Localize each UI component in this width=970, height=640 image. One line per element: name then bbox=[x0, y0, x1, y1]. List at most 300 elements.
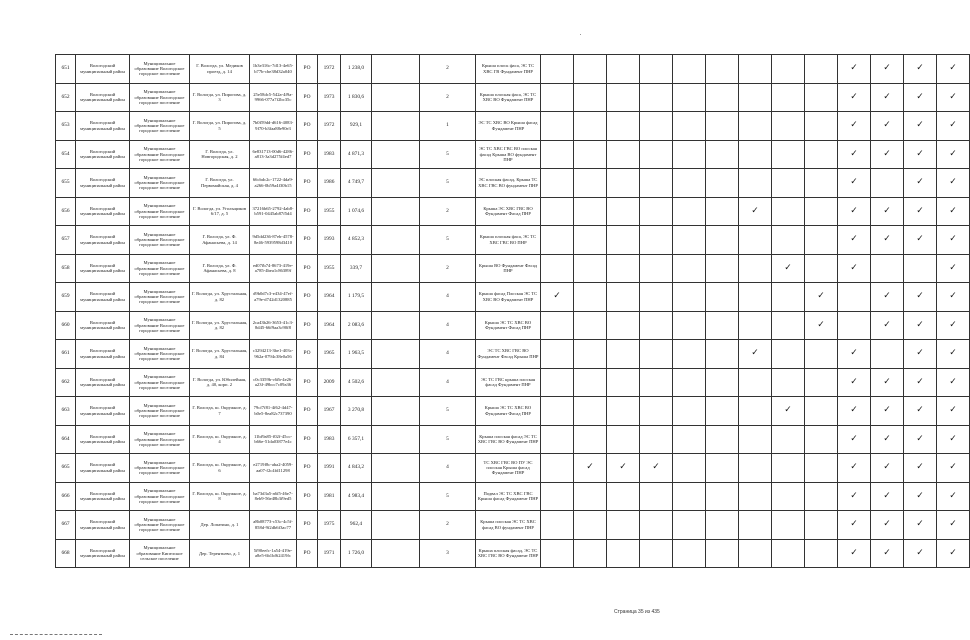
work-type-cell bbox=[772, 311, 805, 340]
cell-t: РО bbox=[297, 340, 318, 369]
work-type-cell bbox=[673, 140, 706, 169]
work-type-cell bbox=[871, 454, 904, 483]
work-type-cell bbox=[541, 112, 574, 141]
work-type-cell bbox=[673, 254, 706, 283]
work-type-cell bbox=[607, 482, 640, 511]
check-mark-icon: ✓ bbox=[916, 490, 924, 501]
work-type-cell bbox=[673, 55, 706, 84]
cell-area: 1 179,5 bbox=[341, 283, 372, 312]
work-type-cell bbox=[574, 169, 607, 198]
work-type-cell bbox=[904, 226, 937, 255]
cell-services: Крыша ЭС ХВС ГВС ВО Фундамент Фасад ПНР bbox=[476, 197, 541, 226]
work-type-cell bbox=[772, 482, 805, 511]
work-type-cell bbox=[805, 169, 838, 198]
empty-cell bbox=[372, 482, 420, 511]
work-type-cell bbox=[739, 311, 772, 340]
empty-cell bbox=[372, 539, 420, 568]
empty-cell bbox=[372, 368, 420, 397]
work-type-cell bbox=[706, 169, 739, 198]
work-type-cell bbox=[838, 539, 871, 568]
work-type-cell bbox=[574, 340, 607, 369]
work-type-cell bbox=[871, 112, 904, 141]
check-mark-icon: ✓ bbox=[883, 490, 891, 501]
work-type-cell bbox=[772, 397, 805, 426]
check-mark-icon: ✓ bbox=[883, 91, 891, 102]
cell-year: 1993 bbox=[318, 226, 341, 255]
work-type-cell bbox=[574, 425, 607, 454]
work-type-cell bbox=[673, 83, 706, 112]
work-type-cell bbox=[937, 112, 970, 141]
cell-guid: 5f90eefc-1a54-419e-a8e5-6b1bf62419fc bbox=[250, 539, 297, 568]
empty-cell bbox=[372, 55, 420, 84]
cell-guid: c3294213-3be1-403c-962a-0794c38e0a56 bbox=[250, 340, 297, 369]
cell-year: 1983 bbox=[318, 140, 341, 169]
check-mark-icon: ✓ bbox=[817, 291, 825, 302]
table-row bbox=[56, 539, 970, 568]
cell-k: 5 bbox=[420, 169, 476, 198]
table-row bbox=[56, 454, 970, 483]
cell-t: РО bbox=[297, 397, 318, 426]
cell-t: РО bbox=[297, 254, 318, 283]
work-type-cell bbox=[640, 311, 673, 340]
table-row bbox=[56, 511, 970, 540]
cell-year: 1991 bbox=[318, 454, 341, 483]
work-type-cell bbox=[607, 454, 640, 483]
check-mark-icon: ✓ bbox=[850, 234, 858, 245]
work-type-cell bbox=[706, 226, 739, 255]
check-mark-icon: ✓ bbox=[949, 490, 957, 501]
cell-mo: Муниципальное образование Вологодское городское поселение bbox=[130, 112, 190, 141]
cell-year: 1955 bbox=[318, 197, 341, 226]
work-type-cell bbox=[541, 340, 574, 369]
cell-mo: Муниципальное образование Вологодское городское поселение bbox=[130, 311, 190, 340]
cell-district: Вологодский муниципальный район bbox=[76, 140, 130, 169]
cell-k: 4 bbox=[420, 454, 476, 483]
cell-t: РО bbox=[297, 197, 318, 226]
work-type-cell bbox=[640, 283, 673, 312]
work-type-cell bbox=[937, 311, 970, 340]
work-type-cell bbox=[838, 226, 871, 255]
work-type-cell bbox=[937, 482, 970, 511]
check-mark-icon: ✓ bbox=[916, 205, 924, 216]
work-type-cell bbox=[937, 83, 970, 112]
work-type-cell bbox=[574, 55, 607, 84]
work-type-cell bbox=[706, 454, 739, 483]
cell-k: 5 bbox=[420, 425, 476, 454]
cell-guid: e2719f8c-aba2-4059-aa07-f2c4fd11298 bbox=[250, 454, 297, 483]
cell-address: Г. Вологда, ул. Ф. Афанасьева, д. 14 bbox=[190, 226, 250, 255]
work-type-cell bbox=[607, 254, 640, 283]
check-mark-icon: ✓ bbox=[949, 319, 957, 330]
cell-address: Г. Вологда, ш. Окружное, д. 4 bbox=[190, 425, 250, 454]
check-mark-icon: ✓ bbox=[883, 433, 891, 444]
work-type-cell bbox=[673, 482, 706, 511]
cell-services: Крыша плоская фасад ЭС ТС ХВС ГВС ВО Фундамент ПНР bbox=[476, 425, 541, 454]
empty-cell bbox=[372, 140, 420, 169]
work-type-cell bbox=[574, 368, 607, 397]
cell-mo: Муниципальное образование Вологодское городское поселение bbox=[130, 368, 190, 397]
check-mark-icon: ✓ bbox=[949, 63, 957, 74]
table-row bbox=[56, 112, 970, 141]
work-type-cell bbox=[541, 425, 574, 454]
work-type-cell bbox=[838, 112, 871, 141]
work-type-cell bbox=[904, 197, 937, 226]
cell-t: РО bbox=[297, 454, 318, 483]
cell-k: 2 bbox=[420, 83, 476, 112]
check-mark-icon: ✓ bbox=[850, 177, 858, 188]
empty-cell bbox=[372, 311, 420, 340]
cell-district: Вологодский муниципальный район bbox=[76, 368, 130, 397]
work-type-cell bbox=[673, 511, 706, 540]
cell-guid: 37216b65-2792-4ab8-b591-0445ab87f5d4 bbox=[250, 197, 297, 226]
work-type-cell bbox=[838, 55, 871, 84]
empty-cell bbox=[372, 397, 420, 426]
cell-services: ЭС ТС ХВС ГВС ВО Фундамент Фасад Крыша ПНР bbox=[476, 340, 541, 369]
cell-n: 667 bbox=[56, 511, 76, 540]
work-type-cell bbox=[904, 112, 937, 141]
work-type-cell bbox=[640, 254, 673, 283]
work-type-cell bbox=[640, 55, 673, 84]
cell-district: Вологодский муниципальный район bbox=[76, 83, 130, 112]
check-mark-icon: ✓ bbox=[916, 547, 924, 558]
cell-district: Вологодский муниципальный район bbox=[76, 112, 130, 141]
cell-area: 6 357,1 bbox=[341, 425, 372, 454]
work-type-cell bbox=[805, 340, 838, 369]
check-mark-icon: ✓ bbox=[652, 462, 660, 473]
work-type-cell bbox=[541, 311, 574, 340]
table-row bbox=[56, 368, 970, 397]
cell-t: РО bbox=[297, 226, 318, 255]
work-type-cell bbox=[607, 340, 640, 369]
cell-year: 1973 bbox=[318, 83, 341, 112]
cell-k: 2 bbox=[420, 511, 476, 540]
work-type-cell bbox=[574, 83, 607, 112]
cell-area: 339,7 bbox=[341, 254, 372, 283]
work-type-cell bbox=[772, 112, 805, 141]
cell-k: 5 bbox=[420, 226, 476, 255]
work-type-cell bbox=[706, 539, 739, 568]
cell-address: Г. Вологда, ул. Медиков проезд, д. 14 bbox=[190, 55, 250, 84]
work-type-cell bbox=[673, 311, 706, 340]
cell-address: Г. Вологда, ул. Новгородская, д. 2 bbox=[190, 140, 250, 169]
cell-address: Г. Вологда, ш. Окружное, д. 8 bbox=[190, 482, 250, 511]
cell-k: 4 bbox=[420, 368, 476, 397]
cell-k: 4 bbox=[420, 311, 476, 340]
work-type-cell bbox=[706, 311, 739, 340]
cell-t: РО bbox=[297, 169, 318, 198]
cell-mo: Муниципальное образование Кипелское сельское поселение bbox=[130, 539, 190, 568]
work-type-cell bbox=[574, 454, 607, 483]
cell-t: РО bbox=[297, 511, 318, 540]
cell-mo: Муниципальное образование Вологодское городское поселение bbox=[130, 511, 190, 540]
cell-area: 4 749,7 bbox=[341, 169, 372, 198]
work-type-cell bbox=[607, 112, 640, 141]
cell-district: Вологодский муниципальный район bbox=[76, 254, 130, 283]
cell-year: 1972 bbox=[318, 55, 341, 84]
cell-area: 1 830,6 bbox=[341, 83, 372, 112]
check-mark-icon: ✓ bbox=[883, 234, 891, 245]
check-mark-icon: ✓ bbox=[586, 462, 594, 473]
cell-area: 4 871,3 bbox=[341, 140, 372, 169]
work-type-cell bbox=[739, 140, 772, 169]
cell-mo: Муниципальное образование Вологодское городское поселение bbox=[130, 340, 190, 369]
check-mark-icon: ✓ bbox=[883, 120, 891, 131]
cell-district: Вологодский муниципальный район bbox=[76, 482, 130, 511]
work-type-cell bbox=[871, 397, 904, 426]
cell-t: РО bbox=[297, 140, 318, 169]
scan-speck bbox=[580, 34, 581, 35]
work-type-cell bbox=[904, 140, 937, 169]
check-mark-icon: ✓ bbox=[850, 91, 858, 102]
work-type-cell bbox=[904, 283, 937, 312]
table-row bbox=[56, 226, 970, 255]
work-type-cell bbox=[871, 197, 904, 226]
cell-mo: Муниципальное образование Вологодское городское поселение bbox=[130, 197, 190, 226]
work-type-cell bbox=[574, 482, 607, 511]
cell-district: Вологодский муниципальный район bbox=[76, 511, 130, 540]
work-type-cell bbox=[673, 169, 706, 198]
work-type-cell bbox=[640, 397, 673, 426]
cell-k: 2 bbox=[420, 254, 476, 283]
work-type-cell bbox=[574, 397, 607, 426]
work-type-cell bbox=[805, 140, 838, 169]
work-type-cell bbox=[706, 197, 739, 226]
work-type-cell bbox=[706, 254, 739, 283]
work-type-cell bbox=[871, 368, 904, 397]
check-mark-icon: ✓ bbox=[751, 205, 759, 216]
work-type-cell bbox=[772, 169, 805, 198]
check-mark-icon: ✓ bbox=[619, 462, 627, 473]
work-type-cell bbox=[904, 539, 937, 568]
work-type-cell bbox=[772, 511, 805, 540]
work-type-cell bbox=[640, 482, 673, 511]
check-mark-icon: ✓ bbox=[883, 547, 891, 558]
work-type-cell bbox=[673, 425, 706, 454]
work-type-cell bbox=[838, 140, 871, 169]
cell-address: Дер. Терентьево, д. 1 bbox=[190, 539, 250, 568]
work-type-cell bbox=[706, 112, 739, 141]
work-type-cell bbox=[739, 482, 772, 511]
cell-address: Г. Вологда, ул. Первомайская, д. 4 bbox=[190, 169, 250, 198]
cell-k: 5 bbox=[420, 482, 476, 511]
work-type-cell bbox=[607, 311, 640, 340]
check-mark-icon: ✓ bbox=[949, 519, 957, 530]
table-row bbox=[56, 425, 970, 454]
cell-t: РО bbox=[297, 368, 318, 397]
cell-t: РО bbox=[297, 55, 318, 84]
cell-address: Г. Вологда, ш. Окружное, д. 7 bbox=[190, 397, 250, 426]
cell-k: 4 bbox=[420, 283, 476, 312]
table-row bbox=[56, 55, 970, 84]
cell-n: 659 bbox=[56, 283, 76, 312]
cell-year: 1971 bbox=[318, 539, 341, 568]
cell-services: Крыша плоская фасад, ЭС ТС ХВС ГВС ВО Фундамент ПНР bbox=[476, 539, 541, 568]
cell-area: 1 963,5 bbox=[341, 340, 372, 369]
work-type-cell bbox=[937, 254, 970, 283]
work-type-cell bbox=[640, 368, 673, 397]
work-type-cell bbox=[805, 226, 838, 255]
cell-mo: Муниципальное образование Вологодское городское поселение bbox=[130, 283, 190, 312]
work-type-cell bbox=[541, 226, 574, 255]
cell-year: 1964 bbox=[318, 283, 341, 312]
cell-mo: Муниципальное образование Вологодское городское поселение bbox=[130, 140, 190, 169]
work-type-cell bbox=[937, 539, 970, 568]
check-mark-icon: ✓ bbox=[916, 120, 924, 131]
work-type-cell bbox=[574, 539, 607, 568]
cell-mo: Муниципальное образование Вологодское городское поселение bbox=[130, 454, 190, 483]
empty-cell bbox=[372, 454, 420, 483]
empty-cell bbox=[372, 254, 420, 283]
cell-guid: 66cbdc2c-1722-4da9-a266-0b59a4f30b15 bbox=[250, 169, 297, 198]
cell-district: Вологодский муниципальный район bbox=[76, 397, 130, 426]
check-mark-icon: ✓ bbox=[916, 433, 924, 444]
work-type-cell bbox=[706, 340, 739, 369]
work-type-cell bbox=[937, 511, 970, 540]
work-type-cell bbox=[772, 254, 805, 283]
cell-district: Вологодский муниципальный район bbox=[76, 226, 130, 255]
cell-n: 654 bbox=[56, 140, 76, 169]
cell-services: ЭС ТС ГВС крыша плоская фасад Фундамент ПНР bbox=[476, 368, 541, 397]
work-type-cell bbox=[739, 454, 772, 483]
work-type-cell bbox=[904, 169, 937, 198]
work-type-cell bbox=[772, 226, 805, 255]
work-type-cell bbox=[805, 454, 838, 483]
cell-n: 655 bbox=[56, 169, 76, 198]
work-type-cell bbox=[607, 425, 640, 454]
work-type-cell bbox=[541, 140, 574, 169]
work-type-cell bbox=[673, 539, 706, 568]
work-type-cell bbox=[706, 368, 739, 397]
cell-guid: a8b08773-c53c-4c5f-858d-9f2db6f3ac77 bbox=[250, 511, 297, 540]
check-mark-icon: ✓ bbox=[949, 547, 957, 558]
cell-guid: 79cf7f81-4f62-4d47-b0e5-8ea82c737390 bbox=[250, 397, 297, 426]
check-mark-icon: ✓ bbox=[850, 205, 858, 216]
work-type-cell bbox=[739, 340, 772, 369]
work-type-cell bbox=[937, 368, 970, 397]
work-type-cell bbox=[673, 197, 706, 226]
check-mark-icon: ✓ bbox=[784, 262, 792, 273]
work-type-cell bbox=[937, 169, 970, 198]
work-type-cell bbox=[640, 140, 673, 169]
cell-t: РО bbox=[297, 83, 318, 112]
check-mark-icon: ✓ bbox=[784, 405, 792, 416]
work-type-cell bbox=[541, 539, 574, 568]
work-type-cell bbox=[673, 226, 706, 255]
work-type-cell bbox=[640, 226, 673, 255]
cell-area: 4 983,4 bbox=[341, 482, 372, 511]
cell-address: Дер. Лопатино, д. 1 bbox=[190, 511, 250, 540]
cell-area: 4 502,6 bbox=[341, 368, 372, 397]
cell-guid: c0c3359b-c6fb-4e26-a23f-49bcc7c09a36 bbox=[250, 368, 297, 397]
check-mark-icon: ✓ bbox=[850, 433, 858, 444]
table-row bbox=[56, 197, 970, 226]
check-mark-icon: ✓ bbox=[850, 63, 858, 74]
work-type-cell bbox=[838, 283, 871, 312]
cell-district: Вологодский муниципальный район bbox=[76, 197, 130, 226]
work-type-cell bbox=[673, 283, 706, 312]
cell-address: Г. Вологда, ул. Пирогова, д. 3 bbox=[190, 83, 250, 112]
cell-guid: d9b0d7c3-e434-47ef-a79e-d742d1320885 bbox=[250, 283, 297, 312]
work-type-cell bbox=[640, 197, 673, 226]
work-type-cell bbox=[706, 425, 739, 454]
check-mark-icon: ✓ bbox=[916, 405, 924, 416]
cell-services: ЭС ТС ХВС ГВС ВО плоская фасад Крыша ВО фундамент ПНР bbox=[476, 140, 541, 169]
check-mark-icon: ✓ bbox=[850, 120, 858, 131]
work-type-cell bbox=[838, 340, 871, 369]
work-type-cell bbox=[805, 482, 838, 511]
cell-services: Подвал ЭС ТС ХВС ГВС Крыша фасад Фундамент ПНР bbox=[476, 482, 541, 511]
cell-area: 1 726,0 bbox=[341, 539, 372, 568]
work-type-cell bbox=[838, 368, 871, 397]
table-row bbox=[56, 482, 970, 511]
cell-year: 1964 bbox=[318, 311, 341, 340]
cell-n: 662 bbox=[56, 368, 76, 397]
cell-area: 1 238,0 bbox=[341, 55, 372, 84]
work-type-cell bbox=[574, 226, 607, 255]
check-mark-icon: ✓ bbox=[883, 376, 891, 387]
work-type-cell bbox=[706, 482, 739, 511]
table-row bbox=[56, 254, 970, 283]
work-type-cell bbox=[541, 283, 574, 312]
work-type-cell bbox=[607, 226, 640, 255]
empty-cell bbox=[372, 112, 420, 141]
cell-year: 1981 bbox=[318, 482, 341, 511]
check-mark-icon: ✓ bbox=[883, 405, 891, 416]
work-type-cell bbox=[805, 397, 838, 426]
work-type-cell bbox=[772, 425, 805, 454]
cell-t: РО bbox=[297, 425, 318, 454]
check-mark-icon: ✓ bbox=[916, 519, 924, 530]
table-row bbox=[56, 83, 970, 112]
cell-guid: 25e58dc5-542a-4f9a-9966-077a7f2bc35c bbox=[250, 83, 297, 112]
cell-district: Вологодский муниципальный район bbox=[76, 539, 130, 568]
cell-address: Г. Вологда, ш. Окружное, д. 6 bbox=[190, 454, 250, 483]
work-type-cell bbox=[805, 197, 838, 226]
work-type-cell bbox=[541, 254, 574, 283]
work-type-cell bbox=[607, 55, 640, 84]
work-type-cell bbox=[706, 140, 739, 169]
work-type-cell bbox=[541, 197, 574, 226]
check-mark-icon: ✓ bbox=[916, 348, 924, 359]
cell-n: 652 bbox=[56, 83, 76, 112]
cell-services: ЭС плоская фасад, Крыша ТС ХВС ГВС ВО фундамент ПНР bbox=[476, 169, 541, 198]
page-footer: Страница 35 из 435 bbox=[614, 609, 660, 615]
cell-mo: Муниципальное образование Вологодское городское поселение bbox=[130, 83, 190, 112]
check-mark-icon: ✓ bbox=[949, 120, 957, 131]
work-type-cell bbox=[838, 454, 871, 483]
work-type-cell bbox=[871, 311, 904, 340]
empty-cell bbox=[372, 226, 420, 255]
work-type-cell bbox=[937, 397, 970, 426]
work-type-cell bbox=[574, 197, 607, 226]
check-mark-icon: ✓ bbox=[916, 462, 924, 473]
table-row bbox=[56, 397, 970, 426]
cell-services: Крыша ЭС ТС ХВС ВО Фундамент Фасад ПНР bbox=[476, 311, 541, 340]
work-type-cell bbox=[805, 539, 838, 568]
cell-district: Вологодский муниципальный район bbox=[76, 340, 130, 369]
work-type-cell bbox=[805, 283, 838, 312]
cell-district: Вологодский муниципальный район bbox=[76, 454, 130, 483]
check-mark-icon: ✓ bbox=[850, 262, 858, 273]
work-type-cell bbox=[904, 397, 937, 426]
cell-year: 1975 bbox=[318, 511, 341, 540]
work-type-cell bbox=[673, 112, 706, 141]
check-mark-icon: ✓ bbox=[949, 148, 957, 159]
cell-address: Г. Вологда, ул. Угольщиков 6/17, д. 5 bbox=[190, 197, 250, 226]
cell-year: 1986 bbox=[318, 169, 341, 198]
check-mark-icon: ✓ bbox=[949, 376, 957, 387]
cell-services: Крыша плоская фаса, ЭС ТС ХВС ВО Фундамент ПНР bbox=[476, 83, 541, 112]
